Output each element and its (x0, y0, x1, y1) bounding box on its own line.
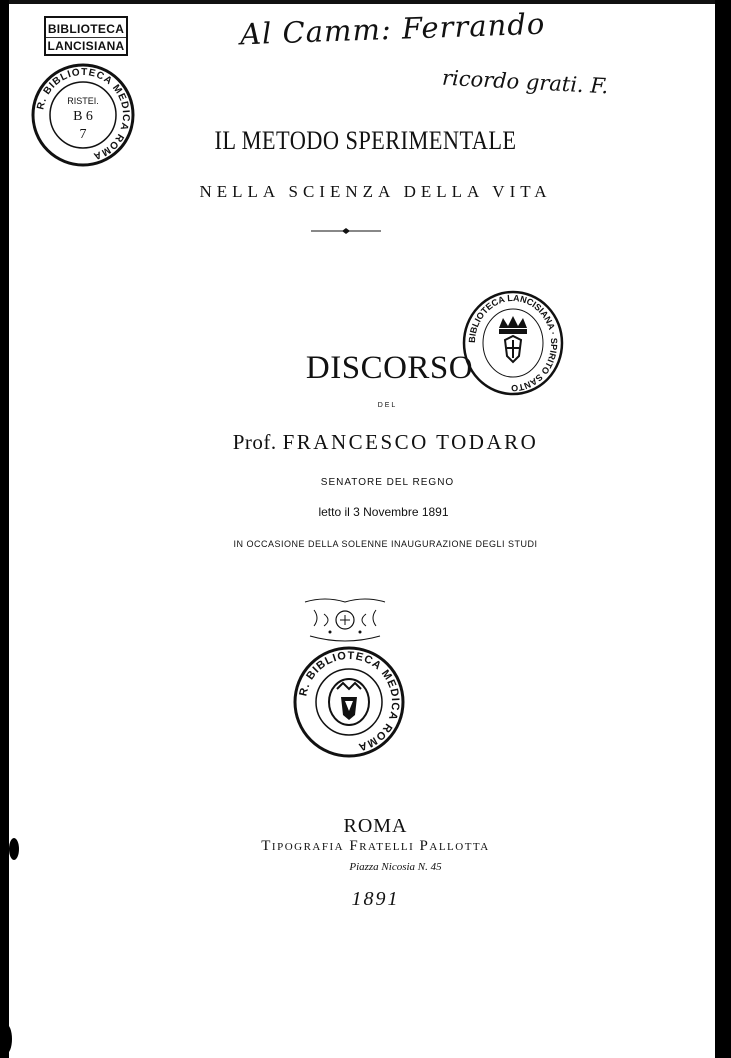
author-name: FRANCESCO TODARO (282, 430, 539, 454)
library-label (44, 16, 128, 56)
decorative-rule (311, 226, 381, 236)
author-title: SENATORE DEL REGNO (320, 477, 455, 488)
printers-ornament (300, 596, 390, 646)
library-stamp-center (292, 645, 406, 759)
del-label: DEL (377, 402, 398, 409)
shelf-mark-line2: B 6 (73, 109, 93, 124)
scan-speck (0, 1024, 12, 1054)
author-prefix: Prof. (232, 430, 277, 454)
document-type: DISCORSO (305, 350, 474, 386)
scan-top-edge (0, 0, 731, 4)
handwritten-dedication: Al Camm: Ferrando (239, 6, 546, 52)
stamp-top-ring-text: R. BIBLIOTECA MEDICA ROMA (35, 66, 132, 162)
imprint-printer: Tipografia Fratelli Pallotta (261, 838, 490, 854)
imprint-city: ROMA (343, 815, 408, 837)
handwritten-note: ricordo grati. F. (441, 65, 609, 99)
page-subtitle: NELLA SCIENZA DELLA VITA (199, 182, 552, 201)
shelf-mark-line1: RISTEI. (67, 96, 99, 106)
stamp-right-ring-text: BIBLIOTECA LANCISIANA · SPIRITO SANTO (466, 292, 560, 394)
imprint-address: Piazza Nicosia N. 45 (349, 861, 442, 873)
delivery-date: letto il 3 Novembre 1891 (318, 505, 449, 519)
author-line (0, 430, 731, 455)
library-label-line2: LANCISIANA (47, 39, 125, 53)
shelf-mark-line3: 7 (79, 127, 87, 142)
occasion-line: IN OCCASIONE DELLA SOLENNE INAUGURAZIONE DEGLI STUDI (233, 539, 538, 549)
coat-of-arms-emblem (329, 679, 369, 725)
imprint-year: 1891 (351, 888, 400, 910)
library-label-line1: BIBLIOTECA (47, 22, 125, 36)
stamp-center-ring-text: R. BIBLIOTECA MEDICA ROMA (297, 649, 402, 754)
page-title: IL METODO SPERIMENTALE (214, 126, 517, 155)
